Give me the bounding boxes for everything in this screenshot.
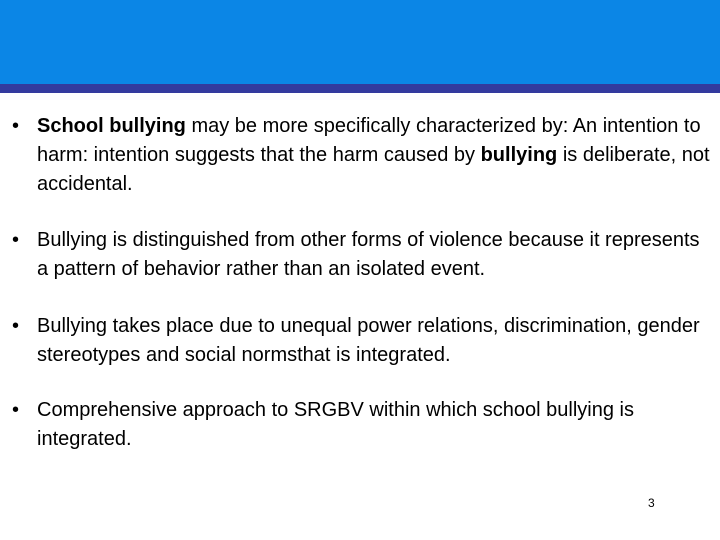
bullet-list xyxy=(12,112,712,454)
header-rule xyxy=(0,84,720,93)
bullet-text: Bullying takes place due to unequal power relations, discrimination, gender stereotypes and social normsthat is integrated. xyxy=(37,315,700,366)
bullet-item-distinguished xyxy=(12,226,712,284)
bullet-item-comprehensive-approach xyxy=(12,396,712,454)
bullet-icon: • xyxy=(12,229,20,251)
bullet-item-power-relations xyxy=(12,312,712,370)
bullet-icon: • xyxy=(12,399,20,421)
header-band xyxy=(0,0,720,84)
bullet-text: Comprehensive approach to SRGBV within which school bullying is integrated. xyxy=(37,399,634,450)
bullet-icon: • xyxy=(12,115,20,137)
bullet-text: Bullying is distinguished from other forms of violence because it represents a pattern of behavior rather than an isolated event. xyxy=(37,229,700,280)
bullet-text: is deliberate, not accidental. xyxy=(37,144,710,195)
bullet-text: may be more specifically characterized by: An intention to harm: intention suggests that the harm caused by xyxy=(37,115,701,166)
page-number: 3 xyxy=(648,496,655,510)
bullet-icon: • xyxy=(12,315,20,337)
bullet-item-school-bullying xyxy=(12,112,712,199)
bullet-term: bullying xyxy=(480,144,558,166)
bullet-term: School bullying xyxy=(37,115,186,137)
